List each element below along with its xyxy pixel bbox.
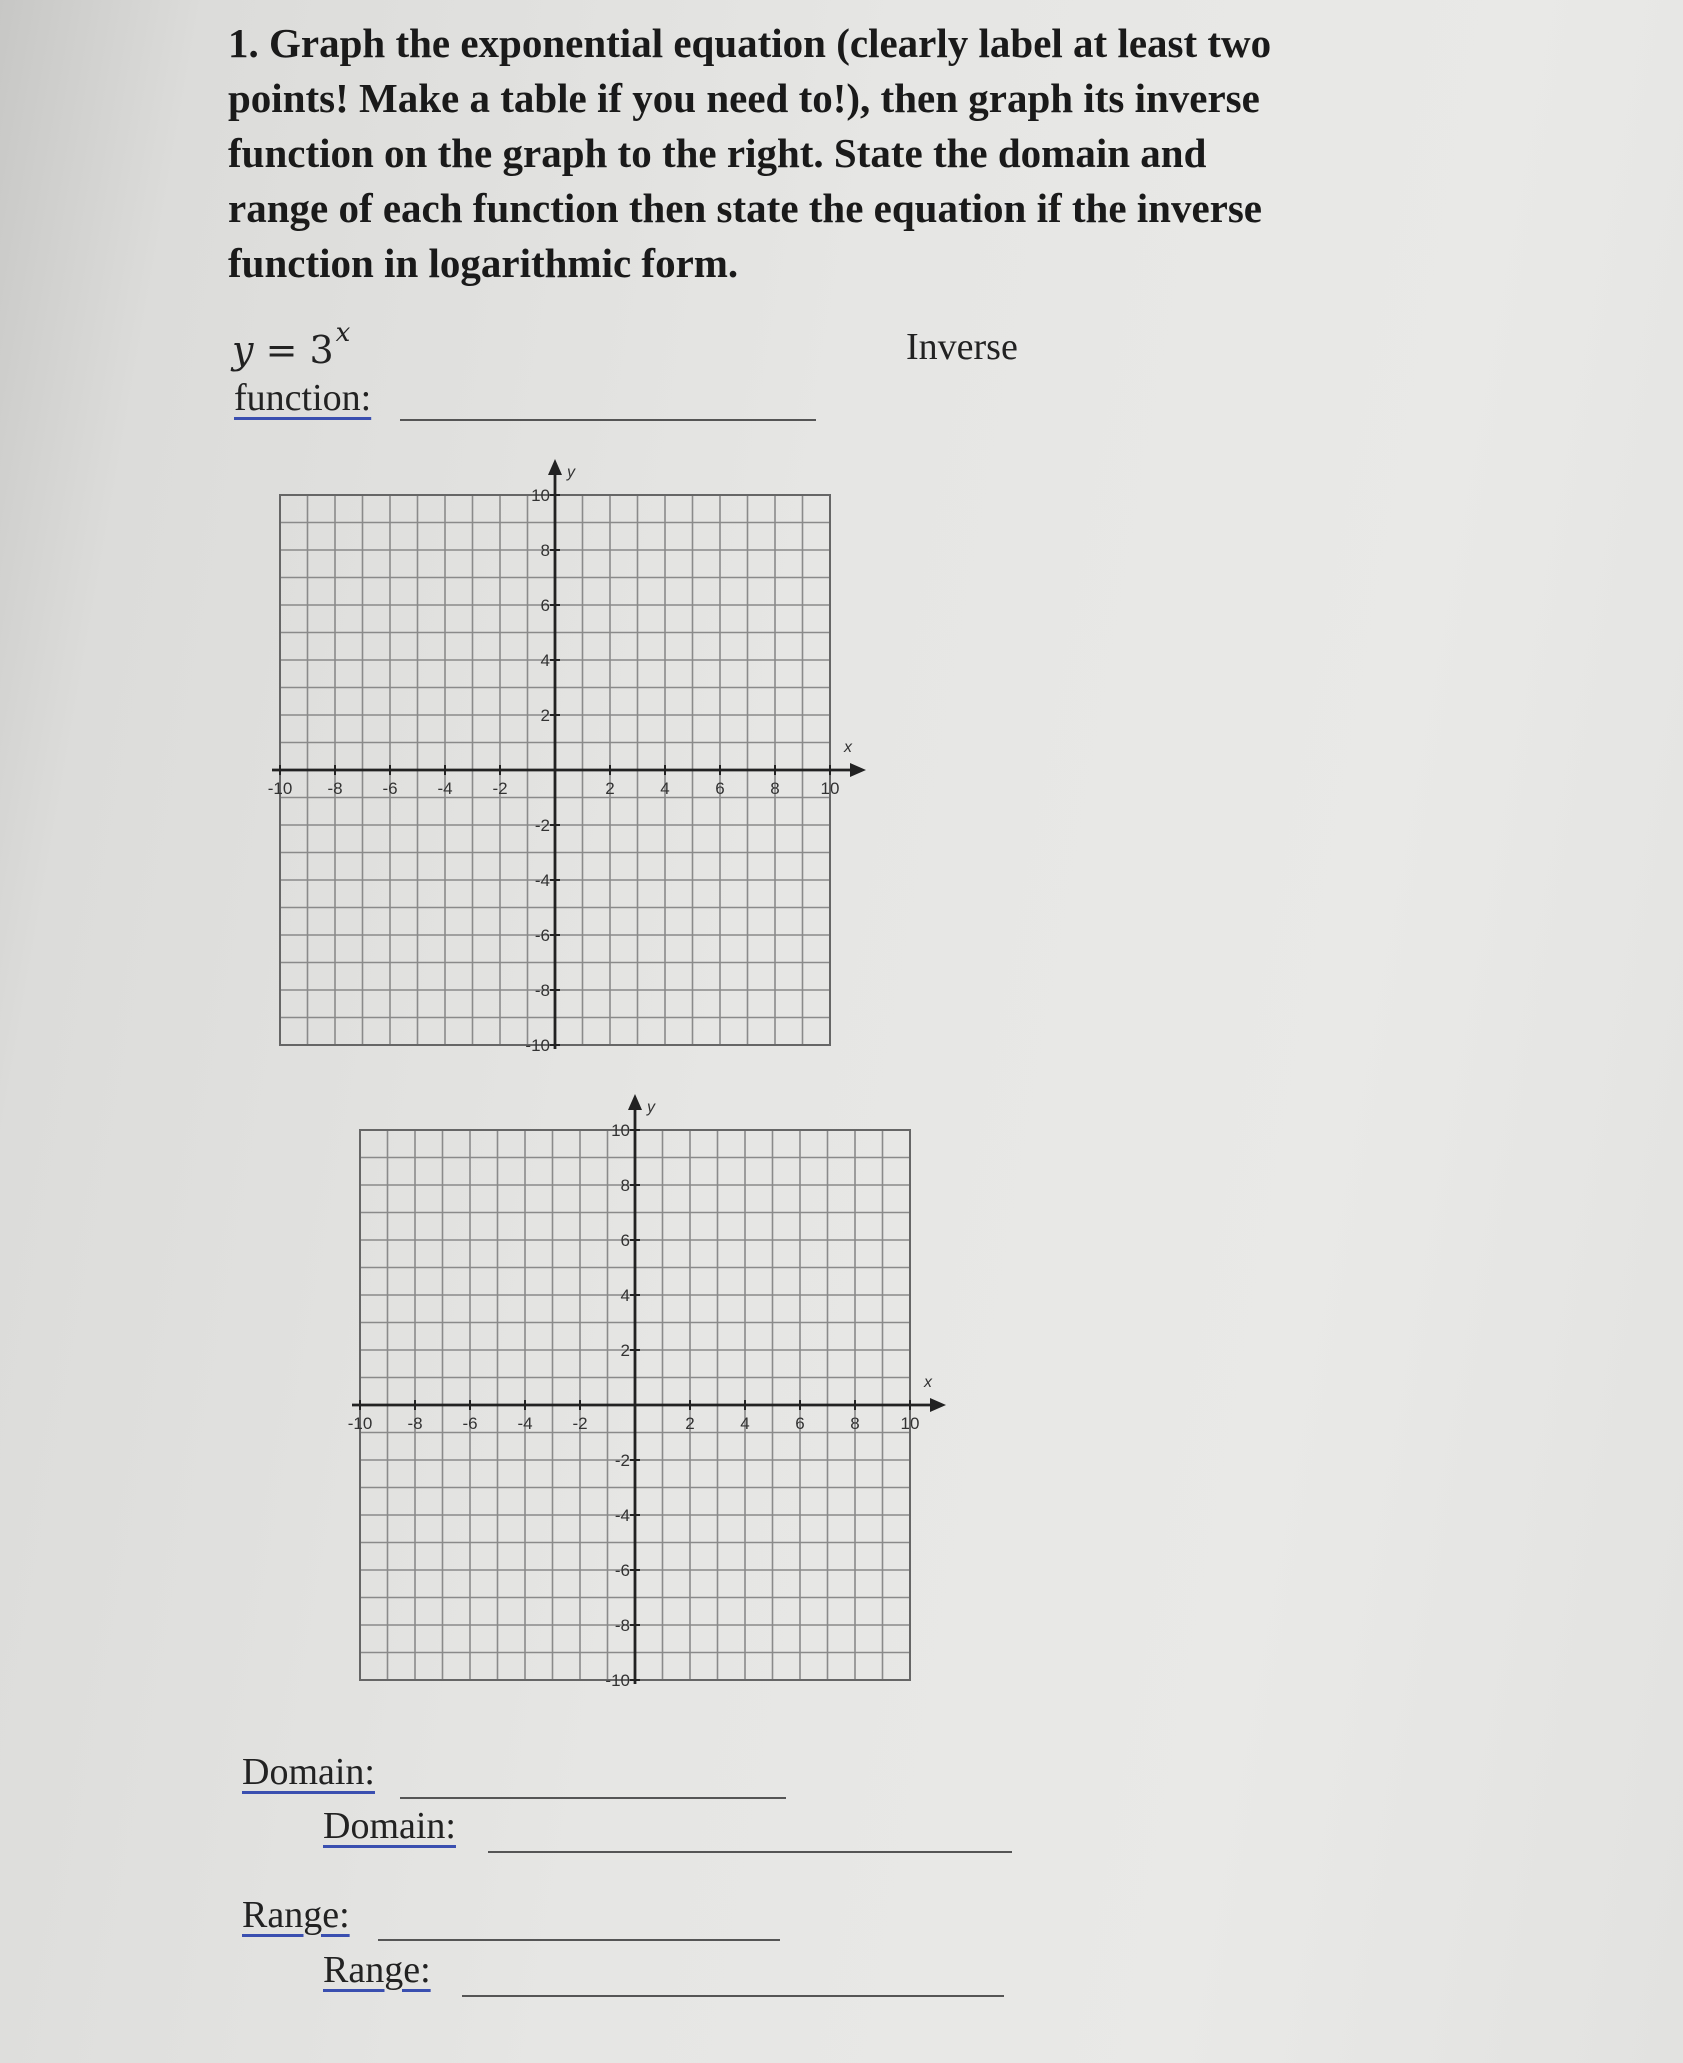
y-tick-label: 2 (620, 1341, 630, 1360)
x-tick-label: 2 (605, 779, 615, 798)
x-tick-label: -2 (572, 1414, 588, 1433)
x-tick-label: -4 (517, 1414, 533, 1433)
equation-lhs: y (232, 328, 254, 372)
x-tick-label: -4 (437, 779, 453, 798)
x-tick-label: 4 (740, 1414, 750, 1433)
x-tick-label: -10 (347, 1414, 373, 1433)
domain-answer-line-2[interactable] (488, 1851, 1012, 1853)
y-axis-arrow-icon (628, 1094, 642, 1110)
question-line: 1. Graph the exponential equation (clearly label at least two (228, 20, 1272, 66)
inverse-label: Inverse (906, 326, 1018, 368)
y-tick-label: -6 (614, 1561, 630, 1580)
question-line: range of each function then state the equation if the inverse (228, 185, 1263, 231)
x-tick-label: 8 (770, 779, 780, 798)
function-label: function: (234, 377, 372, 419)
equation-op: = 3 (265, 328, 334, 372)
range-answer-line-1[interactable] (378, 1939, 780, 1941)
x-tick-label: 6 (795, 1414, 805, 1433)
y-tick-label: -10 (525, 1036, 550, 1055)
x-tick-label: -2 (492, 779, 508, 798)
y-tick-label: -2 (534, 816, 550, 835)
y-tick-label: 6 (540, 596, 550, 615)
y-tick-label: -6 (534, 926, 550, 945)
domain-answer-line-1[interactable] (400, 1797, 786, 1799)
range-answer-line-2[interactable] (462, 1995, 1004, 1997)
y-tick-label: 4 (620, 1286, 630, 1305)
domain-label-2: Domain: (323, 1805, 456, 1847)
y-tick-label: 8 (620, 1176, 630, 1195)
question-text (228, 16, 1348, 291)
x-axis-arrow-icon (850, 763, 866, 777)
x-tick-label: 6 (715, 779, 725, 798)
range-label-2: Range: (323, 1949, 431, 1991)
question-line: function on the graph to the right. State the domain and (228, 130, 1207, 176)
question-line: points! Make a table if you need to!), then graph its inverse (228, 75, 1260, 121)
x-axis-letter: x (844, 739, 852, 756)
question-line: function in logarithmic form. (228, 240, 739, 286)
y-tick-label: -2 (614, 1451, 630, 1470)
y-axis-letter: y (567, 464, 575, 481)
x-tick-label: 2 (685, 1414, 695, 1433)
domain-label-1: Domain: (242, 1751, 375, 1793)
y-tick-label: -8 (534, 981, 550, 1000)
y-tick-label: -8 (614, 1616, 630, 1635)
y-tick-label: -4 (534, 871, 550, 890)
y-tick-label: 10 (611, 1121, 630, 1140)
y-tick-label: -4 (614, 1506, 630, 1525)
y-tick-label: 2 (540, 706, 550, 725)
equation-exponent: x (335, 318, 351, 348)
x-tick-label: -10 (267, 779, 293, 798)
y-axis-arrow-icon (548, 459, 562, 475)
range-label-1: Range: (242, 1894, 350, 1936)
coordinate-grid-2[interactable] (320, 1090, 960, 1690)
x-tick-label: 8 (850, 1414, 860, 1433)
x-tick-label: 10 (820, 779, 840, 798)
y-tick-label: 10 (531, 486, 550, 505)
x-axis-letter: x (924, 1374, 932, 1391)
function-answer-line[interactable] (400, 419, 816, 421)
exponential-equation (232, 318, 350, 372)
x-tick-label: 10 (900, 1414, 920, 1433)
y-tick-label: -10 (605, 1671, 630, 1690)
x-tick-label: -8 (407, 1414, 423, 1433)
x-tick-label: -6 (462, 1414, 478, 1433)
x-axis-arrow-icon (930, 1398, 946, 1412)
x-tick-label: -6 (382, 779, 398, 798)
x-tick-label: -8 (327, 779, 343, 798)
x-tick-label: 4 (660, 779, 670, 798)
y-tick-label: 6 (620, 1231, 630, 1250)
coordinate-grid-1[interactable] (240, 455, 880, 1055)
y-tick-label: 4 (540, 651, 550, 670)
y-tick-label: 8 (540, 541, 550, 560)
y-axis-letter: y (647, 1099, 655, 1116)
